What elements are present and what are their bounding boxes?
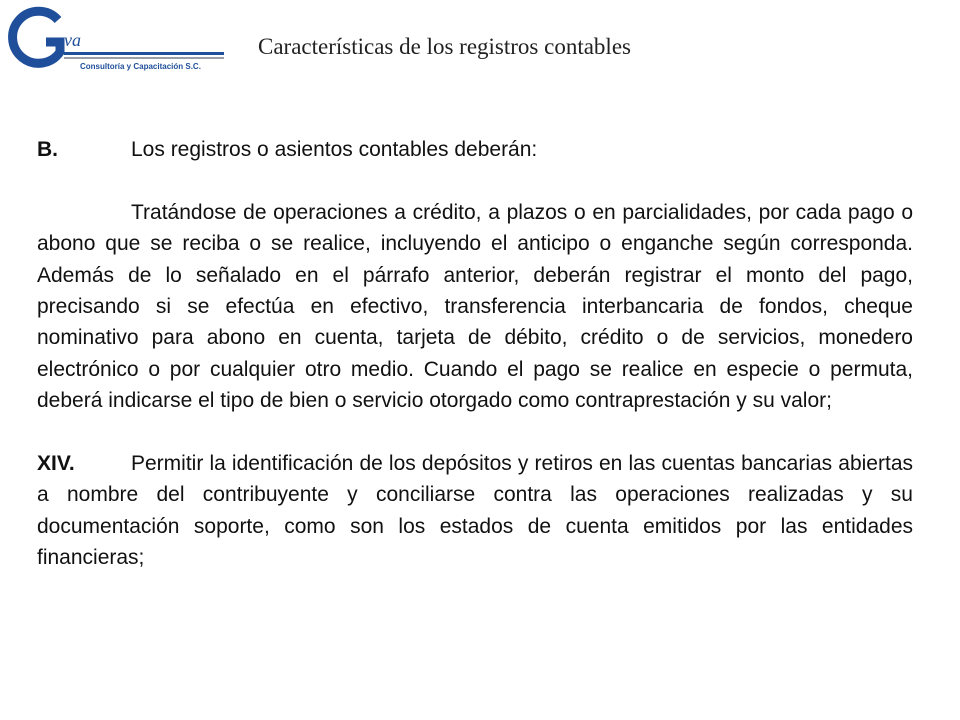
section-b-paragraph: Tratándose de operaciones a crédito, a plazos o en parcialidades, por cada pago o abono que se reciba o se realice, incluyendo el anticipo o enganche según corresponda. Además de lo señalado en el párrafo anterior, deberán registrar el monto del pago, precisando si se efectúa en efectivo, transferencia interbancaria de fondos, cheque nominativo para abono en cuenta, tarjeta de débito, crédito o de servicios, monedero electrónico o por cualquier otro medio. Cuando el pago se realice en especie o permuta, deberá indicarse el tipo de bien o servicio otorgado como contraprestación y su valor; <box>37 200 913 413</box>
section-xiv-text: Permitir la identificación de los depósitos y retiros en las cuentas bancarias abiertas a nombre del contribuyente y conciliarse contra las operaciones realizadas y su documentación soporte, como son los estados de cuenta emitidos por las entidades financieras; <box>37 452 913 570</box>
slide-title: Características de los registros contables <box>258 34 631 59</box>
section-b-heading: Los registros o asientos contables deberán: <box>131 138 538 161</box>
gva-logo-icon <box>6 6 228 72</box>
document-body <box>37 134 913 574</box>
company-logo <box>6 6 228 72</box>
logo-letters: va <box>64 30 81 50</box>
section-xiv-paragraph <box>37 448 913 574</box>
logo-company-name: Consultoría y Capacitación S.C. <box>80 62 201 71</box>
spacer <box>37 417 913 448</box>
section-xiv-marker: XIV. <box>37 452 75 476</box>
spacer <box>37 165 913 196</box>
section-b-marker: B. <box>37 138 58 161</box>
section-b-heading-line <box>37 134 913 165</box>
